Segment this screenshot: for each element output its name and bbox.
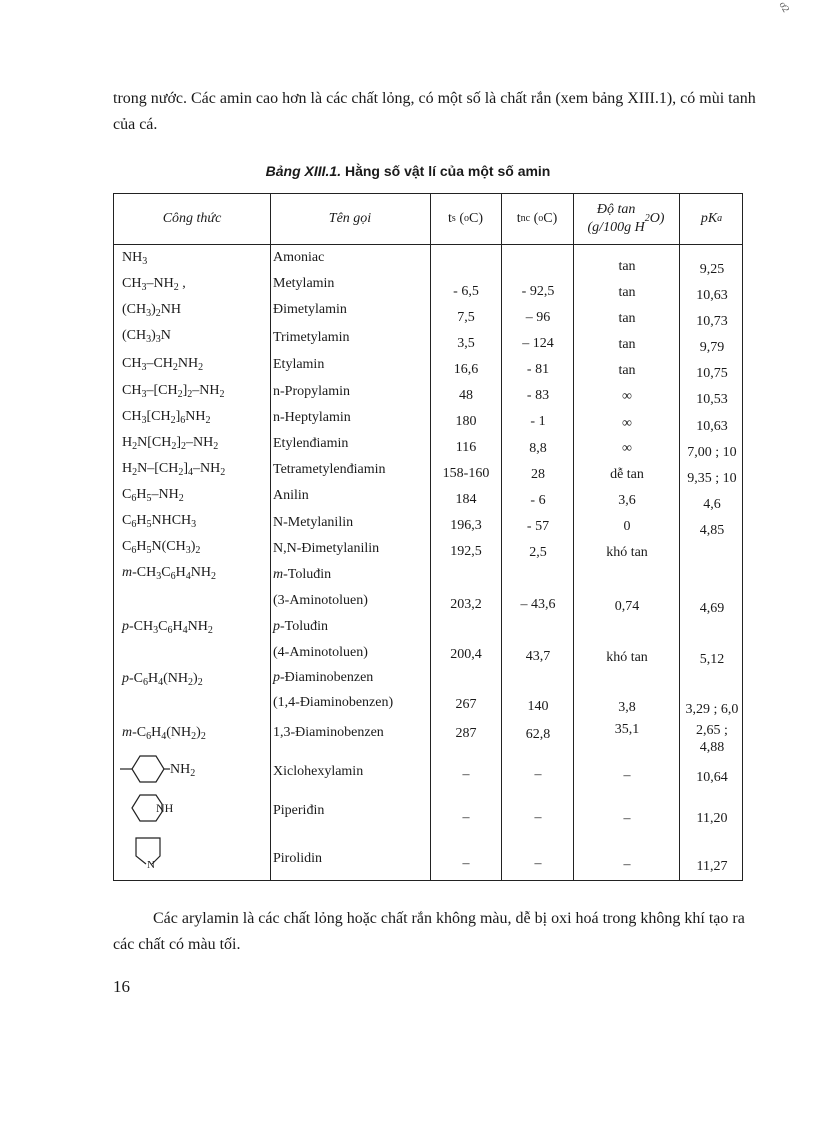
formula-cell: $CH_3[CH_2]_6NH_2$ xyxy=(122,409,211,426)
tnc-cell: 62,8 xyxy=(525,727,551,742)
solubility-cell: 35,1 xyxy=(614,722,640,737)
pka-cell: 11,27 xyxy=(696,859,728,874)
pka-cell-alt: 4,88 xyxy=(699,740,725,755)
ts-cell: 116 xyxy=(455,440,477,455)
tnc-cell: - 81 xyxy=(526,362,550,377)
tnc-cell: – xyxy=(534,767,542,782)
solubility-cell: ∞ xyxy=(622,416,632,431)
formula-cell: $NH_2$ xyxy=(170,762,196,779)
formula-cell: $C_6H_5NHCH_3$ xyxy=(122,513,197,530)
formula-cell: $CH_3-NH_2$ , xyxy=(122,276,186,293)
tnc-cell: - 83 xyxy=(526,388,550,403)
ts-cell: 48 xyxy=(459,388,473,403)
ts-cell: 196,3 xyxy=(450,518,482,533)
name-cell: Pirolidin xyxy=(273,851,323,866)
formula-cell: $m-CH_3C_6H_4NH_2$ xyxy=(122,565,216,582)
formula-cell: $CH_3-CH_2NH_2$ xyxy=(122,356,204,373)
formula-cell: $(CH_3)_2NH$ xyxy=(122,302,182,319)
formula-cell: $NH_3$ xyxy=(122,250,148,267)
name-cell: Anilin xyxy=(273,488,309,503)
pka-cell: 10,53 xyxy=(696,392,728,407)
pka-cell: 10,63 xyxy=(696,419,728,434)
name-cell: Đimetylamin xyxy=(273,302,347,317)
name-cell: Trimetylamin xyxy=(273,330,350,345)
solubility-cell: tan xyxy=(618,337,636,352)
closing-paragraph: Các arylamin là các chất lỏng hoặc chất rắn không màu, dễ bị oxi hoá trong không khí tạo ra các chất có màu tối. xyxy=(113,910,745,953)
solubility-cell: 0 xyxy=(623,519,631,534)
header-divider xyxy=(114,244,742,245)
name-cell: m-Toluđin xyxy=(273,567,332,582)
header-tnc: t nc ( o C) xyxy=(516,211,558,226)
name-cell: p-Điaminobenzen xyxy=(273,670,374,685)
solubility-cell: tan xyxy=(618,259,636,274)
tnc-cell: - 1 xyxy=(530,414,546,429)
tnc-cell: – xyxy=(534,856,542,871)
ts-cell: – xyxy=(462,767,470,782)
table-caption-text: Hằng số vật lí của một số amin xyxy=(344,163,551,179)
formula-cell: $C_6H_5N(CH_3)_2$ xyxy=(122,539,201,556)
pka-cell: 9,79 xyxy=(699,340,725,355)
pka-cell: 10,64 xyxy=(696,770,728,785)
tnc-cell: - 92,5 xyxy=(521,284,555,299)
tnc-cell: 140 xyxy=(527,699,549,714)
solubility-cell: 3,8 xyxy=(618,700,636,715)
ts-cell: 3,5 xyxy=(457,336,475,351)
name-cell-alt: (3-Aminotoluen) xyxy=(273,593,368,608)
formula-cell: $CH_3-[CH_2]_2-NH_2$ xyxy=(122,383,225,400)
name-cell: 1,3-Điaminobenzen xyxy=(273,725,384,740)
formula-cell: $(CH_3)_3N$ xyxy=(122,328,171,345)
pka-cell: 2,65 ; xyxy=(696,723,728,738)
tnc-cell: 43,7 xyxy=(525,649,551,664)
pka-cell: 4,69 xyxy=(699,601,725,616)
formula-cell: $m-C_6H_4(NH_2)_2$ xyxy=(122,725,206,742)
header-solubility: Độ tan (g/100g H 2 O) xyxy=(587,202,665,235)
table-caption xyxy=(0,163,816,179)
solubility-cell: 3,6 xyxy=(618,493,636,508)
solubility-cell: khó tan xyxy=(606,545,648,560)
formula-cell: N xyxy=(147,859,155,871)
ts-cell: 192,5 xyxy=(450,544,482,559)
header-ts: t s ( o C) xyxy=(448,211,483,226)
solubility-cell: tan xyxy=(618,311,636,326)
name-cell: Metylamin xyxy=(273,276,335,291)
name-cell: N,N-Đimetylanilin xyxy=(273,541,380,556)
tnc-cell: – 96 xyxy=(525,310,551,325)
tnc-cell: – 43,6 xyxy=(520,597,556,612)
solubility-cell: 0,74 xyxy=(614,599,640,614)
ts-cell: – xyxy=(462,810,470,825)
page-number: 16 xyxy=(113,977,130,996)
table-caption-id: Bảng XIII.1. xyxy=(265,163,342,179)
name-cell-alt: (4-Aminotoluen) xyxy=(273,645,368,660)
solubility-cell: tan xyxy=(618,363,636,378)
name-cell: Etylamin xyxy=(273,357,325,372)
tnc-cell: - 6 xyxy=(530,493,546,508)
header-formula: Công thức xyxy=(162,211,222,226)
ts-cell: 267 xyxy=(455,697,477,712)
name-cell: p-Toluđin xyxy=(273,619,329,634)
name-cell: Amoniac xyxy=(273,250,325,265)
tnc-cell: 2,5 xyxy=(529,545,547,560)
pka-cell: 9,25 xyxy=(699,262,725,277)
pka-cell: 11,20 xyxy=(696,811,728,826)
ts-cell: 184 xyxy=(455,492,477,507)
intro-paragraph: trong nước. Các amin cao hơn là các chất lỏng, có một số là chất rắn (xem bảng XIII.1), có mùi tanh của cá. xyxy=(113,90,756,133)
pka-cell: 9,35 ; 10 xyxy=(687,471,737,486)
tnc-cell: – 124 xyxy=(522,336,554,351)
formula-cell: $C_6H_5-NH_2$ xyxy=(122,487,184,504)
header-pka: pK a xyxy=(700,211,723,226)
solubility-cell: – xyxy=(623,768,631,783)
name-cell: Tetrametylenđiamin xyxy=(273,462,386,477)
pka-cell: 10,73 xyxy=(696,314,728,329)
pka-cell: 4,6 xyxy=(703,497,721,512)
ts-cell: - 6,5 xyxy=(453,284,479,299)
formula-cell: $H_2N-[CH_2]_4-NH_2$ xyxy=(122,461,226,478)
amine-properties-table xyxy=(113,193,743,881)
ts-cell: 200,4 xyxy=(450,647,482,662)
solubility-cell: dễ tan xyxy=(610,467,644,482)
formula-cell: $p-CH_3C_6H_4NH_2$ xyxy=(122,619,213,636)
name-cell: n-Heptylamin xyxy=(273,410,351,425)
name-cell: n-Propylamin xyxy=(273,384,350,399)
tnc-cell: 28 xyxy=(531,467,545,482)
name-cell: Piperiđin xyxy=(273,803,325,818)
solubility-cell: – xyxy=(623,811,631,826)
ts-cell: 7,5 xyxy=(457,310,475,325)
pka-cell: 7,00 ; 10 xyxy=(687,445,737,460)
tnc-cell: - 57 xyxy=(526,519,550,534)
ts-cell: 287 xyxy=(455,726,477,741)
formula-cell: $H_2N[CH_2]_2-NH_2$ xyxy=(122,435,219,452)
header-name: Tên gọi xyxy=(328,211,372,226)
pka-cell: 10,63 xyxy=(696,288,728,303)
ts-cell: 16,6 xyxy=(453,362,479,377)
name-cell: Xiclohexylamin xyxy=(273,764,364,779)
solubility-cell: – xyxy=(623,857,631,872)
tnc-cell: 8,8 xyxy=(529,441,547,456)
pka-cell: 3,29 ; 6,0 xyxy=(685,702,739,717)
ts-cell: – xyxy=(462,856,470,871)
pka-cell: 10,75 xyxy=(696,366,728,381)
corner-mark: ơ2 xyxy=(776,0,792,15)
solubility-cell: khó tan xyxy=(606,650,648,665)
formula-cell: NH xyxy=(156,801,174,815)
name-cell-alt: (1,4-Điaminobenzen) xyxy=(273,695,394,710)
name-cell: Etylenđiamin xyxy=(273,436,349,451)
ts-cell: 180 xyxy=(455,414,477,429)
tnc-cell: – xyxy=(534,810,542,825)
solubility-cell: tan xyxy=(618,285,636,300)
ts-cell: 203,2 xyxy=(450,597,482,612)
ts-cell: 158-160 xyxy=(442,466,490,481)
formula-cell: $p-C_6H_4(NH_2)_2$ xyxy=(122,671,203,688)
name-cell: N-Metylanilin xyxy=(273,515,354,530)
col-divider xyxy=(270,194,271,880)
solubility-cell: ∞ xyxy=(622,441,632,456)
pka-cell: 4,85 xyxy=(699,523,725,538)
pka-cell: 5,12 xyxy=(699,652,725,667)
solubility-cell: ∞ xyxy=(622,389,632,404)
